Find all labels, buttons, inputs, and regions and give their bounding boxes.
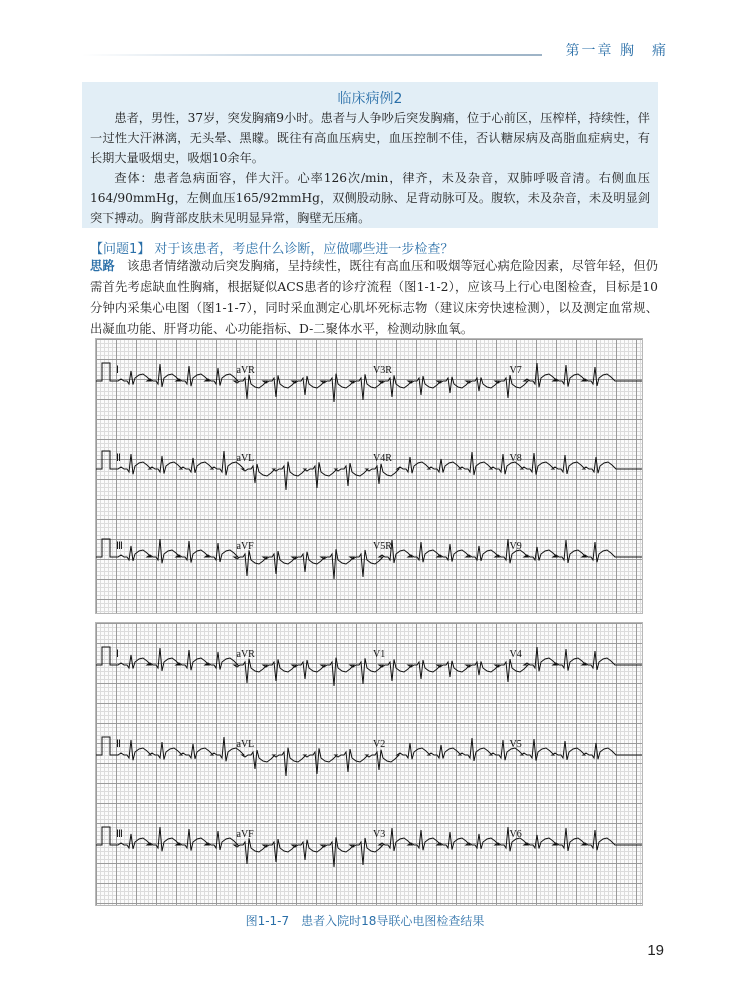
lead-label: Ⅲ — [116, 829, 123, 840]
lead-label: V9 — [509, 541, 522, 552]
case-history: 患者，男性，37岁，突发胸痛9小时。患者与人争吵后突发胸痛，位于心前区，压榨样，持续性，伴一过性大汗淋漓，无头晕、黑矇。既往有高血压病史，血压控制不佳，否认糖尿病及高脂血症病史，有长期大量吸烟史，吸烟10余年。 — [90, 111, 650, 165]
lead-label: V3R — [373, 365, 392, 376]
answer-paragraph — [90, 256, 658, 340]
lead-label: V5R — [373, 541, 392, 552]
lead-label: Ⅰ — [116, 649, 119, 660]
ecg-traces — [96, 623, 642, 905]
ecg-trace-row-1 — [96, 363, 642, 402]
ecg-trace-row-2 — [96, 451, 642, 490]
figure-caption: 图1-1-7 患者入院时18导联心电图检查结果 — [245, 914, 485, 928]
lead-label: V4R — [373, 453, 392, 464]
lead-label: aVR — [236, 649, 255, 660]
lead-label: aVF — [236, 541, 254, 552]
ecg-traces — [96, 339, 642, 613]
ecg-strip-1 — [95, 338, 643, 614]
ecg-strip-2 — [95, 622, 643, 906]
lead-label: V4 — [509, 649, 522, 660]
header-rule — [82, 54, 542, 56]
lead-label: V2 — [373, 739, 386, 750]
lead-label: V8 — [509, 453, 522, 464]
question-text: 对于该患者，考虑什么诊断，应做哪些进一步检查？ — [154, 242, 454, 257]
case-title: 临床病例2 — [337, 91, 403, 107]
lead-label: V6 — [509, 829, 522, 840]
page-number: 19 — [647, 942, 664, 959]
chapter-title: 第一章 胸 痛 — [565, 43, 668, 59]
lead-label: V3 — [373, 829, 386, 840]
question-heading — [90, 238, 453, 257]
lead-label: aVL — [236, 739, 255, 750]
lead-label: V5 — [509, 739, 522, 750]
question-label: 【问题1】 — [90, 242, 151, 257]
lead-label: aVR — [236, 365, 255, 376]
lead-label: aVF — [236, 829, 254, 840]
lead-label: Ⅲ — [116, 541, 123, 552]
ecg-trace-row-3 — [96, 539, 642, 579]
answer-text: 该患者情绪激动后突发胸痛，呈持续性，既往有高血压和吸烟等冠心病危险因素，尽管年轻，但仍需首先考虑缺血性胸痛，根据疑似ACS患者的诊疗流程（图1-1-2），应该马上行心电图检查，目标是10分钟内采集心电图（图1-1-7），同时采血测定心肌坏死标志物（建议床旁快速检测），以及测定血常规、出凝血功能、肝肾功能、心功能指标、D-二聚体水平，检测动脉血氧。 — [90, 259, 658, 336]
case-box — [82, 82, 658, 228]
ecg-trace-row-3 — [96, 827, 642, 867]
lead-label: Ⅱ — [116, 739, 121, 750]
ecg-trace-row-1 — [96, 647, 642, 686]
lead-label: Ⅱ — [116, 453, 121, 464]
lead-label: V1 — [373, 649, 386, 660]
lead-label: Ⅰ — [116, 365, 119, 376]
case-exam: 查体：患者急病面容，伴大汗。心率126次/min，律齐，未及杂音，双肺呼吸音清。右侧血压164/90mmHg，左侧血压165/92mmHg，双侧股动脉、足背动脉可及。腹软，未及杂音，未及明显剑突下搏动。胸背部皮肤未见明显异常，胸壁无压痛。 — [90, 171, 650, 225]
lead-label: V7 — [509, 365, 522, 376]
ecg-trace-row-2 — [96, 737, 642, 776]
lead-label: aVL — [236, 453, 255, 464]
answer-label: 思路 — [90, 259, 115, 273]
